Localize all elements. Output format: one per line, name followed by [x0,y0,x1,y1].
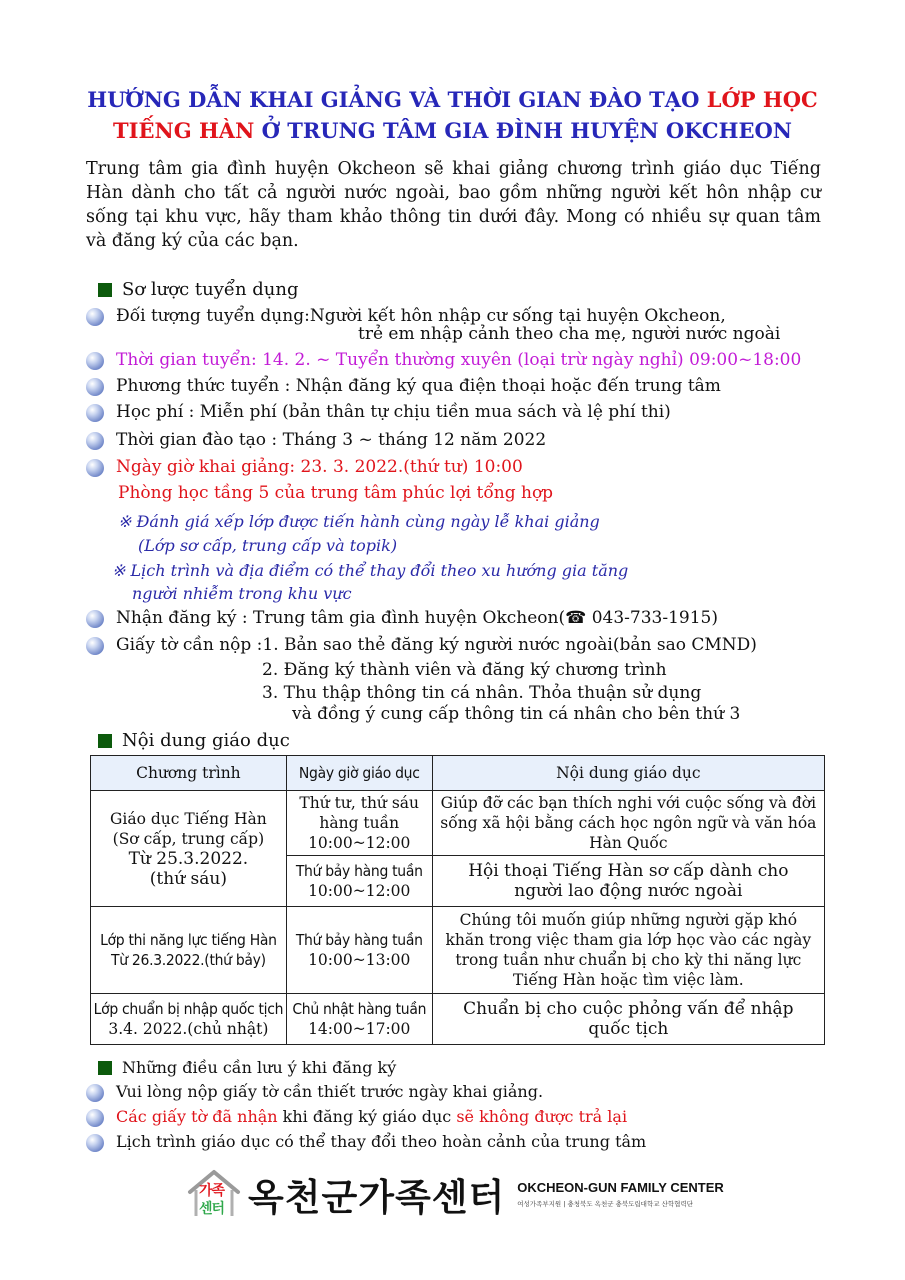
note-2-line-1: ※ Lịch trình và địa điểm có thể thay đổi theo xu hướng gia tăng [112,561,629,580]
r1-program-line: Từ 25.3.2022. [128,848,249,869]
table-row [91,907,825,994]
r1b-time-line: Thứ bảy hàng tuần [295,862,423,880]
footer-english-name: OKCHEON-GUN FAMILY CENTER [517,1180,724,1195]
bullet-icon [86,637,104,655]
r3-program-line: Lớp chuẩn bị nhập quốc tịch [93,1000,284,1018]
bullet-icon [86,1109,104,1127]
footer-english-block [517,1180,724,1208]
recruit-duration-row [86,430,546,450]
education-table [90,755,825,1045]
note-1-line-2: (Lớp sơ cấp, trung cấp và topik) [138,536,398,555]
r3-program-line: 3.4. 2022.(chủ nhật) [108,1020,269,1038]
bullet-icon [86,432,104,450]
table-header-row [91,756,825,791]
intro-paragraph: Trung tâm gia đình huyện Okcheon sẽ khai giảng chương trình giáo dục Tiếng Hàn dành cho tất cả người nước ngoài, bao gồm những người kết hôn nhập cư sống tại khu vực, hãy tham khảo thông tin dưới đây. Mong có nhiều sự quan tâm và đăng ký của các bạn. [86,159,821,251]
green-square-icon [98,283,112,297]
page-title-line-2 [0,118,905,143]
title-line2-red: TIẾNG HÀN [113,118,262,143]
r1a-time-cell [286,791,432,856]
r3-program-cell [91,994,287,1045]
target-label: Đối tượng tuyển dụng: [116,306,310,326]
r1b-time-line: 10:00~12:00 [308,882,411,900]
docs-label: Giấy tờ cần nộp : [116,635,263,655]
docs-item-2: 2. Đăng ký thành viên và đăng ký chương trình [262,660,667,680]
docs-item-1: 1. Bản sao thẻ đăng ký người nước ngoài(bản sao CMND) [262,635,757,655]
title-line1-blue: HƯỚNG DẪN KHAI GIẢNG VÀ THỜI GIAN ĐÀO TẠO [87,87,707,112]
r2-content-line: khăn trong việc tham gia lớp học vào các ngày [445,931,812,949]
r2-time-line: 10:00~13:00 [308,951,411,969]
recruit-opening: Ngày giờ khai giảng: 23. 3. 2022.(thứ tư) 10:00 [116,457,523,477]
recruit-fee-row [86,402,671,422]
recruit-room: Phòng học tầng 5 của trung tâm phúc lợi tổng hợp [118,483,554,503]
notes-item-2-row [86,1107,627,1127]
r3-time-line: Chủ nhật hàng tuần [292,1000,427,1018]
recruit-method-row [86,376,721,396]
table-row [91,791,825,856]
bullet-icon [86,1084,104,1102]
r2-time-cell [286,907,432,994]
r1a-time-line: hàng tuần [319,814,400,832]
header-time: Ngày giờ giáo dục [286,756,432,791]
recruit-opening-row [86,457,523,477]
r3-content-line: Chuẩn bị cho cuộc phỏng vấn để nhập [463,999,794,1019]
r1b-time-cell [286,856,432,907]
r1a-content-cell [432,791,824,856]
recruit-period-row [86,350,801,370]
r2-content-line: Tiếng Hàn hoặc tìm việc làm. [513,971,744,989]
r1a-content-line: Hàn Quốc [589,834,668,852]
header-content: Nội dung giáo dục [432,756,824,791]
recruit-duration: Thời gian đào tạo : Tháng 3 ~ tháng 12 năm 2022 [116,430,547,450]
section-heading-recruit [98,279,299,300]
docs-item-3: 3. Thu thập thông tin cá nhân. Thỏa thuận sử dụng [262,683,702,703]
r1-program-line: (Sơ cấp, trung cấp) [112,829,265,848]
logo-bottom-text: 센터 [199,1201,225,1217]
recruit-target-row [86,306,726,326]
notes-item-1-row [86,1082,543,1102]
bullet-icon [86,308,104,326]
footer-sub-text: 여성가족부지원 | 충청북도 옥천군 충북도립대학교 산학협력단 [517,1200,693,1208]
notes-item-1: Vui lòng nộp giấy tờ cần thiết trước ngày khai giảng. [116,1082,544,1101]
recruit-register: Nhận đăng ký : Trung tâm gia đình huyện Okcheon(☎ 043-733-1915) [116,608,718,628]
r2-content-cell [432,907,824,994]
table-row [91,994,825,1045]
r3-content-cell [432,994,824,1045]
bullet-icon [86,1134,104,1152]
r2-program-cell [91,907,287,994]
r2-program-line: Lớp thi năng lực tiếng Hàn [100,931,277,949]
notes-heading: Những điều cần lưu ý khi đăng ký [122,1058,397,1077]
bullet-icon [86,404,104,422]
recruit-heading: Sơ lược tuyển dụng [122,279,299,300]
r2-program-line: Từ 26.3.2022.(thứ bảy) [111,951,266,969]
r3-time-cell [286,994,432,1045]
r1-program-line: (thứ sáu) [149,868,227,889]
green-square-icon [98,1061,112,1075]
notes-item-2-part-c: sẽ không được trả lại [456,1107,628,1126]
r1a-content-line: Giúp đỡ các bạn thích nghi với cuộc sống và đời [440,794,817,812]
education-heading: Nội dung giáo dục [122,730,290,751]
bullet-icon [86,352,104,370]
r1a-time-line: 10:00~12:00 [308,834,411,852]
recruit-docs-row [86,635,757,655]
r2-time-line: Thứ bảy hàng tuần [295,931,423,949]
r3-time-line: 14:00~17:00 [308,1020,411,1038]
notes-item-2-part-a: Các giấy tờ đã nhận [116,1107,278,1126]
docs-item-4: và đồng ý cung cấp thông tin cá nhân cho bên thứ 3 [292,704,741,724]
target-line-2: trẻ em nhập cảnh theo cha mẹ, người nước ngoài [358,324,781,344]
r2-content-line: Chúng tôi muốn giúp những người gặp khó [459,911,798,929]
footer-logo [186,1166,724,1222]
bullet-icon [86,459,104,477]
title-line2-blue: Ở TRUNG TÂM GIA ĐÌNH HUYỆN OKCHEON [261,118,792,143]
bullet-icon [86,378,104,396]
r3-content-line: quốc tịch [588,1019,669,1039]
r1-program-cell [91,791,287,907]
r2-content-line: trong tuần như chuẩn bị cho kỳ thi năng lực [455,951,802,969]
footer-korean-name: 옥천군가족센터 [248,1176,506,1219]
r1a-content-line: sống xã hội bằng cách học ngôn ngữ và văn hóa [440,814,817,832]
r1b-content-line: Hội thoại Tiếng Hàn sơ cấp dành cho [468,861,789,881]
r1b-content-line: người lao động nước ngoài [514,881,743,901]
recruit-method: Phương thức tuyển : Nhận đăng ký qua điện thoại hoặc đến trung tâm [116,376,721,396]
logo-top-text: 가족 [199,1183,225,1199]
header-program: Chương trình [91,756,287,791]
note-2-line-2: người nhiễm trong khu vực [132,584,352,603]
notes-item-3-row [86,1132,646,1152]
r1a-time-line: Thứ tư, thứ sáu [299,794,420,812]
bullet-icon [86,610,104,628]
r1b-content-cell [432,856,824,907]
recruit-register-row [86,608,718,628]
section-heading-notes [98,1058,396,1077]
section-heading-education [98,730,290,751]
green-square-icon [98,734,112,748]
title-line1-red: LỚP HỌC [706,87,818,112]
target-line-1: Người kết hôn nhập cư sống tại huyện Okcheon, [309,306,726,326]
house-logo-icon [186,1166,242,1222]
note-1-line-1: ※ Đánh giá xếp lớp được tiến hành cùng ngày lễ khai giảng [118,512,600,531]
notes-item-3: Lịch trình giáo dục có thể thay đổi theo hoàn cảnh của trung tâm [116,1132,647,1151]
recruit-fee: Học phí : Miễn phí (bản thân tự chịu tiền mua sách và lệ phí thi) [116,402,671,422]
notes-item-2-part-b: khi đăng ký giáo dục [277,1107,457,1126]
r1-program-line: Giáo dục Tiếng Hàn [110,809,267,828]
page-title-line-1 [0,87,905,112]
recruit-period: Thời gian tuyển: 14. 2. ~ Tuyển thường xuyên (loại trừ ngày nghỉ) 09:00~18:00 [116,350,802,370]
